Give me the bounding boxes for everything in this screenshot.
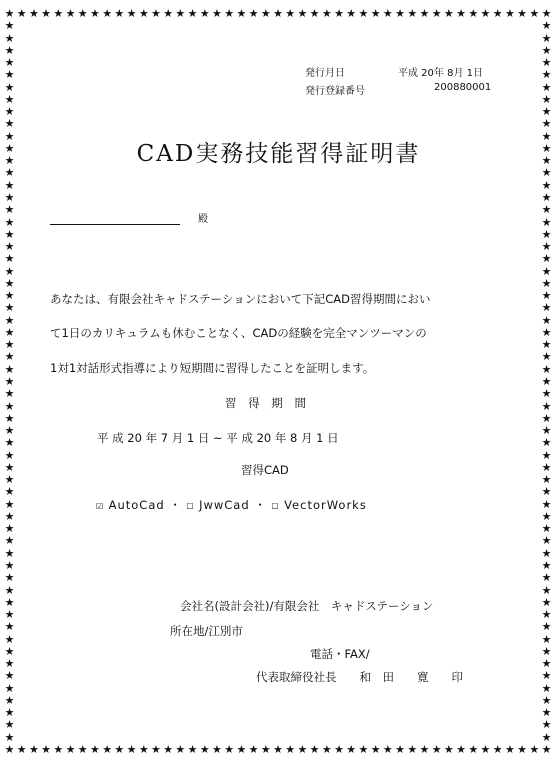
- border-star: ★: [407, 7, 418, 20]
- border-star: ★: [4, 571, 15, 585]
- border-star: ★: [443, 7, 454, 20]
- border-star: ★: [541, 608, 552, 622]
- issuer-address: 所在地/江別市: [170, 624, 243, 638]
- border-star: ★: [541, 387, 552, 401]
- border-star: ★: [175, 743, 186, 756]
- border-star: ★: [541, 362, 552, 376]
- border-star: ★: [541, 743, 552, 756]
- border-star: ★: [4, 141, 15, 155]
- border-star: ★: [541, 215, 552, 229]
- border-star: ★: [248, 7, 259, 20]
- border-star: ★: [541, 338, 552, 352]
- body-line-3: 1対1対話形式指導により短期間に習得したことを証明します。: [50, 361, 375, 375]
- border-star: ★: [65, 743, 76, 756]
- registration-value: 200880001: [434, 82, 492, 93]
- border-star: ★: [541, 583, 552, 597]
- border-star: ★: [41, 743, 52, 756]
- border-star: ★: [260, 743, 271, 756]
- certificate-title: CAD実務技能習得証明書: [136, 141, 421, 167]
- border-star: ★: [456, 743, 466, 756]
- border-star: ★: [126, 7, 137, 20]
- border-star: ★: [77, 7, 88, 20]
- border-star: ★: [4, 289, 15, 303]
- separator-1: ・: [169, 498, 182, 512]
- border-star: ★: [4, 301, 15, 315]
- border-star: ★: [16, 7, 27, 20]
- border-star: ★: [4, 362, 15, 376]
- border-star: ★: [309, 7, 320, 20]
- software-jwwcad: JwwCad: [199, 498, 250, 512]
- border-star: ★: [541, 105, 552, 119]
- border-star: ★: [541, 436, 552, 450]
- border-star: ★: [4, 105, 15, 119]
- border-star: ★: [541, 693, 552, 707]
- border-star: ★: [541, 178, 552, 192]
- border-star: ★: [4, 657, 15, 671]
- border-star: ★: [4, 706, 15, 720]
- border-star: ★: [541, 56, 552, 70]
- border-star: ★: [541, 706, 552, 720]
- body-line-1: あなたは、有限会社キャドステーションにおいて下記CAD習得期間におい: [50, 292, 431, 306]
- border-star: ★: [541, 117, 552, 131]
- border-star: ★: [4, 669, 15, 683]
- border-star: ★: [212, 7, 222, 20]
- period-range: 平 成 20 年 7 月 1 日 ~ 平 成 20 年 8 月 1 日: [97, 431, 339, 445]
- period-heading: 習 得 期 間: [225, 396, 310, 410]
- border-star: ★: [504, 743, 515, 756]
- border-star: ★: [309, 743, 320, 756]
- border-star: ★: [4, 154, 15, 168]
- border-star: ★: [541, 473, 552, 487]
- border-star: ★: [541, 166, 552, 180]
- border-star: ★: [175, 7, 186, 20]
- border-star: ★: [541, 632, 552, 646]
- issue-date-label: 発行月日: [305, 68, 345, 79]
- border-star: ★: [4, 375, 15, 388]
- border-star: ★: [541, 264, 552, 278]
- border-star: ★: [4, 68, 15, 82]
- border-star: ★: [151, 7, 161, 20]
- border-star: ★: [4, 338, 15, 352]
- border-star: ★: [285, 743, 296, 756]
- border-star: ★: [89, 7, 100, 20]
- body-line-2: て1日のカリキュラムも休むことなく、CADの経験を完全マンツーマンの: [50, 326, 427, 340]
- border-star: ★: [431, 743, 442, 756]
- border-star: ★: [4, 522, 15, 536]
- border-star: ★: [541, 669, 552, 683]
- border-star: ★: [419, 743, 430, 756]
- border-star: ★: [16, 743, 27, 756]
- border-star: ★: [541, 730, 552, 744]
- border-star: ★: [163, 7, 174, 20]
- border-star: ★: [4, 497, 15, 511]
- border-star: ★: [541, 657, 552, 671]
- border-star: ★: [541, 191, 552, 204]
- border-star: ★: [4, 743, 15, 756]
- border-star: ★: [248, 743, 259, 756]
- border-star: ★: [4, 240, 15, 254]
- software-vectorworks: VectorWorks: [284, 498, 367, 512]
- border-star: ★: [114, 7, 125, 20]
- border-star: ★: [541, 31, 552, 45]
- software-list: [96, 497, 367, 513]
- border-star: ★: [541, 595, 552, 609]
- border-star: ★: [138, 7, 149, 20]
- border-star: ★: [28, 7, 39, 20]
- border-star: ★: [4, 227, 15, 241]
- border-star: ★: [517, 7, 528, 20]
- border-star: ★: [334, 743, 344, 756]
- border-star: ★: [382, 7, 393, 20]
- border-star: ★: [541, 43, 552, 57]
- border-star: ★: [4, 92, 15, 106]
- border-star: ★: [541, 313, 552, 327]
- border-star: ★: [53, 7, 64, 20]
- border-star: ★: [199, 7, 210, 20]
- border-star: ★: [541, 546, 552, 560]
- issuer-phone: 電話・FAX/: [310, 647, 370, 661]
- border-star: ★: [4, 325, 15, 339]
- border-star: ★: [4, 166, 15, 180]
- border-star: ★: [4, 473, 15, 487]
- border-star: ★: [4, 595, 15, 609]
- border-star: ★: [517, 743, 528, 756]
- border-star: ★: [4, 485, 15, 499]
- border-star: ★: [358, 7, 369, 20]
- border-star: ★: [541, 644, 552, 658]
- border-star: ★: [151, 743, 161, 756]
- border-star: ★: [480, 743, 491, 756]
- border-star: ★: [4, 19, 15, 33]
- border-star: ★: [419, 7, 430, 20]
- border-star: ★: [102, 743, 113, 756]
- border-star: ★: [529, 7, 540, 20]
- jwwcad-checkbox: ☐: [186, 498, 195, 512]
- border-star: ★: [541, 571, 552, 585]
- border-star: ★: [41, 7, 52, 20]
- border-star: ★: [541, 411, 552, 425]
- border-star: ★: [4, 559, 15, 572]
- border-star: ★: [187, 7, 198, 20]
- border-star: ★: [4, 632, 15, 646]
- border-star: ★: [370, 743, 381, 756]
- border-star: ★: [4, 43, 15, 57]
- border-star: ★: [504, 7, 515, 20]
- border-star: ★: [541, 92, 552, 106]
- border-star: ★: [4, 215, 15, 229]
- border-star: ★: [260, 7, 271, 20]
- border-star: ★: [541, 80, 552, 94]
- border-star: ★: [65, 7, 76, 20]
- border-star: ★: [541, 240, 552, 254]
- border-star: ★: [492, 743, 503, 756]
- border-star: ★: [541, 350, 552, 364]
- border-star: ★: [541, 460, 552, 474]
- border-star: ★: [541, 301, 552, 315]
- border-star: ★: [4, 730, 15, 744]
- border-star: ★: [541, 203, 552, 217]
- border-star: ★: [321, 743, 332, 756]
- border-star: ★: [4, 436, 15, 450]
- border-star: ★: [163, 743, 174, 756]
- border-star: ★: [346, 743, 357, 756]
- border-star: ★: [187, 743, 198, 756]
- software-autocad: AutoCad: [108, 498, 165, 512]
- border-star: ★: [541, 448, 552, 462]
- border-star: ★: [236, 743, 247, 756]
- border-star: ★: [456, 7, 466, 20]
- border-star: ★: [443, 743, 454, 756]
- border-star: ★: [541, 325, 552, 339]
- border-star: ★: [4, 718, 15, 732]
- border-star: ★: [4, 7, 15, 20]
- border-star: ★: [297, 743, 308, 756]
- border-star: ★: [541, 718, 552, 732]
- border-star: ★: [4, 252, 15, 266]
- border-star: ★: [480, 7, 491, 20]
- border-star: ★: [273, 743, 283, 756]
- border-star: ★: [541, 620, 552, 634]
- border-star: ★: [4, 583, 15, 597]
- recipient-honorific: 殿: [198, 214, 208, 225]
- border-star: ★: [541, 399, 552, 413]
- border-star: ★: [4, 608, 15, 622]
- border-star: ★: [224, 743, 235, 756]
- autocad-checkbox: ☑: [96, 498, 104, 512]
- border-star: ★: [297, 7, 308, 20]
- border-star: ★: [370, 7, 381, 20]
- border-star: ★: [77, 743, 88, 756]
- border-star: ★: [4, 117, 15, 131]
- border-star: ★: [4, 399, 15, 413]
- border-star: ★: [541, 534, 552, 548]
- border-star: ★: [468, 743, 479, 756]
- border-star: ★: [273, 7, 283, 20]
- border-star: ★: [199, 743, 210, 756]
- border-star: ★: [541, 522, 552, 536]
- border-star: ★: [541, 497, 552, 511]
- border-star: ★: [346, 7, 357, 20]
- border-star: ★: [4, 276, 15, 290]
- border-star: ★: [541, 559, 552, 572]
- issuer-company: 会社名(設計会社)/有限会社 キャドステーション: [180, 599, 434, 613]
- border-star: ★: [4, 534, 15, 548]
- border-star: ★: [4, 31, 15, 45]
- border-star: ★: [407, 743, 418, 756]
- border-star: ★: [4, 681, 15, 695]
- border-star: ★: [4, 178, 15, 192]
- vectorworks-checkbox: ☐: [271, 498, 280, 512]
- border-star: ★: [334, 7, 344, 20]
- border-star: ★: [126, 743, 137, 756]
- border-star: ★: [4, 424, 15, 438]
- border-star: ★: [395, 743, 405, 756]
- border-star: ★: [358, 743, 369, 756]
- border-star: ★: [89, 743, 100, 756]
- border-star: ★: [4, 509, 15, 523]
- recipient-name-line: [50, 224, 180, 225]
- border-star: ★: [4, 448, 15, 462]
- border-star: ★: [4, 191, 15, 204]
- border-star: ★: [492, 7, 503, 20]
- border-star: ★: [224, 7, 235, 20]
- border-star: ★: [285, 7, 296, 20]
- border-star: ★: [236, 7, 247, 20]
- border-star: ★: [541, 19, 552, 33]
- border-star: ★: [468, 7, 479, 20]
- software-heading: 習得CAD: [241, 463, 289, 477]
- border-star: ★: [541, 68, 552, 82]
- border-star: ★: [4, 620, 15, 634]
- border-star: ★: [541, 252, 552, 266]
- border-star: ★: [102, 7, 113, 20]
- border-star: ★: [4, 460, 15, 474]
- border-star: ★: [541, 227, 552, 241]
- border-star: ★: [4, 644, 15, 658]
- border-star: ★: [395, 7, 405, 20]
- border-star: ★: [4, 693, 15, 707]
- border-star: ★: [28, 743, 39, 756]
- border-star: ★: [138, 743, 149, 756]
- border-star: ★: [4, 80, 15, 94]
- border-star: ★: [529, 743, 540, 756]
- border-star: ★: [541, 289, 552, 303]
- border-star: ★: [4, 387, 15, 401]
- issuer-representative: 代表取締役社長 和 田 寛 印: [256, 670, 463, 684]
- border-star: ★: [4, 264, 15, 278]
- border-star: ★: [541, 375, 552, 388]
- border-star: ★: [4, 129, 15, 143]
- border-star: ★: [212, 743, 222, 756]
- border-star: ★: [4, 313, 15, 327]
- separator-2: ・: [254, 498, 267, 512]
- border-star: ★: [541, 129, 552, 143]
- border-star: ★: [541, 7, 552, 20]
- border-star: ★: [4, 411, 15, 425]
- registration-label: 発行登録番号: [305, 86, 365, 97]
- border-star: ★: [541, 485, 552, 499]
- border-star: ★: [431, 7, 442, 20]
- border-star: ★: [4, 56, 15, 70]
- border-star: ★: [4, 546, 15, 560]
- border-star: ★: [4, 350, 15, 364]
- border-star: ★: [541, 424, 552, 438]
- border-star: ★: [541, 276, 552, 290]
- border-star: ★: [541, 509, 552, 523]
- border-star: ★: [541, 681, 552, 695]
- border-star: ★: [541, 141, 552, 155]
- issue-date-value: 平成 20年 8月 1日: [398, 68, 483, 79]
- border-star: ★: [4, 203, 15, 217]
- border-star: ★: [541, 154, 552, 168]
- border-star: ★: [321, 7, 332, 20]
- border-star: ★: [53, 743, 64, 756]
- border-star: ★: [382, 743, 393, 756]
- border-star: ★: [114, 743, 125, 756]
